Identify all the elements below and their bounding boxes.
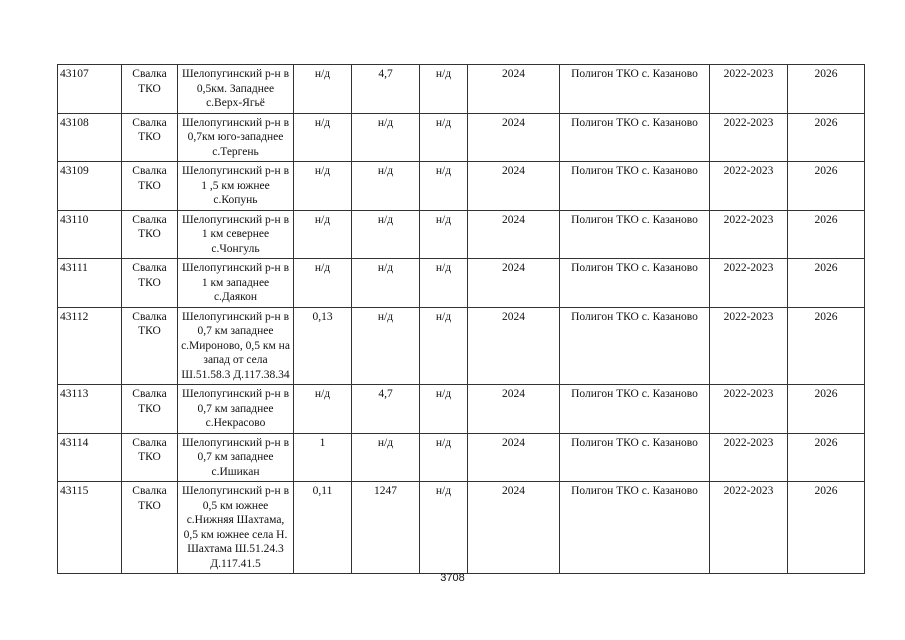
value-cell: н/д	[420, 307, 468, 385]
polygon-cell: Полигон ТКО с. Казаново	[560, 385, 710, 434]
volume-cell: н/д	[352, 433, 420, 482]
location-cell: Шелопугинский р-н в 0,5 км южнее с.Нижняя Шахтама, 0,5 км южнее села Н. Шахтама Ш.51.24.3 Д.117.41.5	[178, 482, 294, 574]
id-cell: 43108	[58, 113, 122, 162]
landfill-registry-table	[57, 64, 865, 574]
table-row	[58, 385, 865, 434]
value-cell: н/д	[420, 113, 468, 162]
location-cell: Шелопугинский р-н в 0,7 км западнее с.Ишикан	[178, 433, 294, 482]
period-cell: 2022-2023	[710, 385, 788, 434]
polygon-cell: Полигон ТКО с. Казаново	[560, 162, 710, 211]
location-cell: Шелопугинский р-н в 0,5км. Западнее с.Верх-Ягьё	[178, 65, 294, 114]
value-cell: н/д	[420, 162, 468, 211]
volume-cell: н/д	[352, 259, 420, 308]
volume-cell: 4,7	[352, 385, 420, 434]
year-cell: 2024	[468, 65, 560, 114]
area-cell: 0,13	[294, 307, 352, 385]
period-cell: 2022-2023	[710, 482, 788, 574]
object-type-cell: Свалка ТКО	[122, 259, 178, 308]
polygon-cell: Полигон ТКО с. Казаново	[560, 113, 710, 162]
table-row	[58, 433, 865, 482]
polygon-cell: Полигон ТКО с. Казаново	[560, 482, 710, 574]
location-cell: Шелопугинский р-н в 1 км западнее с.Даякон	[178, 259, 294, 308]
table-body	[58, 65, 865, 574]
period-cell: 2022-2023	[710, 259, 788, 308]
object-type-cell: Свалка ТКО	[122, 482, 178, 574]
year-cell: 2024	[468, 482, 560, 574]
end-year-cell: 2026	[788, 210, 865, 259]
id-cell: 43110	[58, 210, 122, 259]
location-cell: Шелопугинский р-н в 0,7км юго-западнее с.Тергень	[178, 113, 294, 162]
page-number: 3708	[440, 572, 465, 584]
table-row	[58, 65, 865, 114]
object-type-cell: Свалка ТКО	[122, 307, 178, 385]
end-year-cell: 2026	[788, 307, 865, 385]
period-cell: 2022-2023	[710, 113, 788, 162]
area-cell: 0,11	[294, 482, 352, 574]
value-cell: н/д	[420, 65, 468, 114]
id-cell: 43113	[58, 385, 122, 434]
object-type-cell: Свалка ТКО	[122, 433, 178, 482]
polygon-cell: Полигон ТКО с. Казаново	[560, 210, 710, 259]
end-year-cell: 2026	[788, 482, 865, 574]
year-cell: 2024	[468, 162, 560, 211]
volume-cell: н/д	[352, 113, 420, 162]
polygon-cell: Полигон ТКО с. Казаново	[560, 433, 710, 482]
location-cell: Шелопугинский р-н в 1 км севернее с.Чонгуль	[178, 210, 294, 259]
year-cell: 2024	[468, 433, 560, 482]
table-row	[58, 113, 865, 162]
period-cell: 2022-2023	[710, 65, 788, 114]
end-year-cell: 2026	[788, 113, 865, 162]
end-year-cell: 2026	[788, 433, 865, 482]
table-row	[58, 482, 865, 574]
object-type-cell: Свалка ТКО	[122, 385, 178, 434]
id-cell: 43111	[58, 259, 122, 308]
value-cell: н/д	[420, 385, 468, 434]
volume-cell: н/д	[352, 210, 420, 259]
area-cell: н/д	[294, 113, 352, 162]
year-cell: 2024	[468, 210, 560, 259]
polygon-cell: Полигон ТКО с. Казаново	[560, 65, 710, 114]
location-cell: Шелопугинский р-н в 1 ,5 км южнее с.Копунь	[178, 162, 294, 211]
table-row	[58, 162, 865, 211]
table-row	[58, 210, 865, 259]
value-cell: н/д	[420, 482, 468, 574]
end-year-cell: 2026	[788, 385, 865, 434]
id-cell: 43114	[58, 433, 122, 482]
area-cell: н/д	[294, 210, 352, 259]
end-year-cell: 2026	[788, 162, 865, 211]
area-cell: н/д	[294, 162, 352, 211]
value-cell: н/д	[420, 433, 468, 482]
object-type-cell: Свалка ТКО	[122, 162, 178, 211]
area-cell: 1	[294, 433, 352, 482]
polygon-cell: Полигон ТКО с. Казаново	[560, 259, 710, 308]
volume-cell: 4,7	[352, 65, 420, 114]
area-cell: н/д	[294, 65, 352, 114]
object-type-cell: Свалка ТКО	[122, 65, 178, 114]
year-cell: 2024	[468, 259, 560, 308]
area-cell: н/д	[294, 385, 352, 434]
id-cell: 43107	[58, 65, 122, 114]
period-cell: 2022-2023	[710, 210, 788, 259]
location-cell: Шелопугинский р-н в 0,7 км западнее с.Мироново, 0,5 км на запад от села Ш.51.58.3 Д.117.38.34	[178, 307, 294, 385]
volume-cell: н/д	[352, 307, 420, 385]
object-type-cell: Свалка ТКО	[122, 210, 178, 259]
end-year-cell: 2026	[788, 259, 865, 308]
period-cell: 2022-2023	[710, 307, 788, 385]
id-cell: 43109	[58, 162, 122, 211]
id-cell: 43115	[58, 482, 122, 574]
year-cell: 2024	[468, 113, 560, 162]
value-cell: н/д	[420, 259, 468, 308]
end-year-cell: 2026	[788, 65, 865, 114]
id-cell: 43112	[58, 307, 122, 385]
volume-cell: н/д	[352, 162, 420, 211]
location-cell: Шелопугинский р-н в 0,7 км западнее с.Некрасово	[178, 385, 294, 434]
table-row	[58, 259, 865, 308]
period-cell: 2022-2023	[710, 162, 788, 211]
period-cell: 2022-2023	[710, 433, 788, 482]
object-type-cell: Свалка ТКО	[122, 113, 178, 162]
volume-cell: 1247	[352, 482, 420, 574]
year-cell: 2024	[468, 385, 560, 434]
year-cell: 2024	[468, 307, 560, 385]
polygon-cell: Полигон ТКО с. Казаново	[560, 307, 710, 385]
value-cell: н/д	[420, 210, 468, 259]
table-row	[58, 307, 865, 385]
area-cell: н/д	[294, 259, 352, 308]
